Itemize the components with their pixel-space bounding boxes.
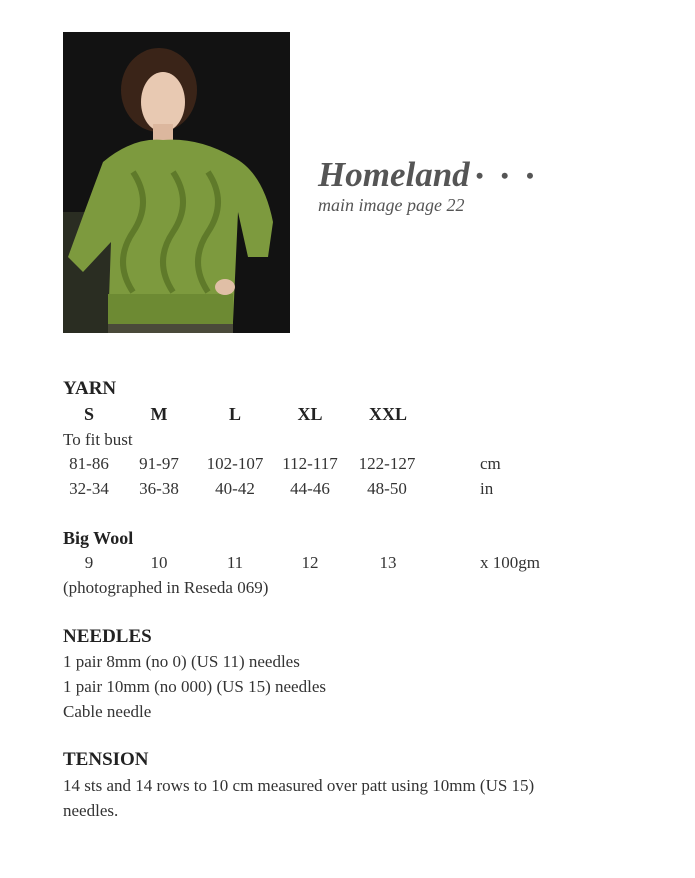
- pattern-title-text: Homeland: [318, 155, 470, 194]
- in-s: 32-34: [69, 479, 109, 498]
- wool-xxl: 13: [379, 553, 397, 572]
- cm-l: 102-107: [206, 454, 264, 473]
- needles-heading: NEEDLES: [63, 626, 152, 647]
- title-block: [318, 155, 540, 216]
- in-m: 36-38: [139, 479, 179, 498]
- tension-line-2: needles.: [63, 801, 119, 820]
- yarn-heading: YARN: [63, 378, 117, 399]
- in-unit: in: [480, 479, 494, 498]
- wool-m: 10: [150, 553, 168, 572]
- in-xxl: 48-50: [367, 479, 407, 498]
- needle-item-2: 1 pair 10mm (no 000) (US 15) needles: [63, 677, 326, 696]
- tension-line-1: 14 sts and 14 rows to 10 cm measured over patt using 10mm (US 15): [63, 776, 535, 795]
- in-l: 40-42: [215, 479, 255, 498]
- model-photo-icon: [63, 32, 290, 333]
- cm-xl: 112-117: [282, 454, 338, 473]
- needle-item-1: 1 pair 8mm (no 0) (US 11) needles: [63, 652, 300, 671]
- cm-xxl: 122-127: [358, 454, 416, 473]
- difficulty-dots: • • •: [475, 163, 540, 188]
- size-l: L: [228, 404, 241, 424]
- size-xl: XL: [297, 404, 323, 424]
- needle-item-3: Cable needle: [63, 702, 152, 721]
- pattern-title: [318, 155, 540, 196]
- in-xl: 44-46: [290, 479, 330, 498]
- size-m: M: [150, 404, 168, 424]
- tension-heading: TENSION: [63, 749, 149, 770]
- wool-note: (photographed in Reseda 069): [63, 578, 269, 597]
- pattern-subtitle: main image page 22: [318, 195, 465, 215]
- size-s: S: [83, 404, 94, 424]
- wool-xl: 12: [301, 553, 319, 572]
- wool-unit: x 100gm: [480, 553, 540, 572]
- cm-unit: cm: [480, 454, 501, 473]
- cm-s: 81-86: [69, 454, 109, 473]
- wool-l: 11: [226, 553, 244, 572]
- fit-label: To fit bust: [63, 430, 133, 449]
- model-photo: [63, 32, 290, 333]
- wool-s: 9: [84, 553, 94, 572]
- big-wool-heading: Big Wool: [63, 528, 134, 548]
- cm-m: 91-97: [139, 454, 179, 473]
- size-xxl: XXL: [368, 404, 407, 424]
